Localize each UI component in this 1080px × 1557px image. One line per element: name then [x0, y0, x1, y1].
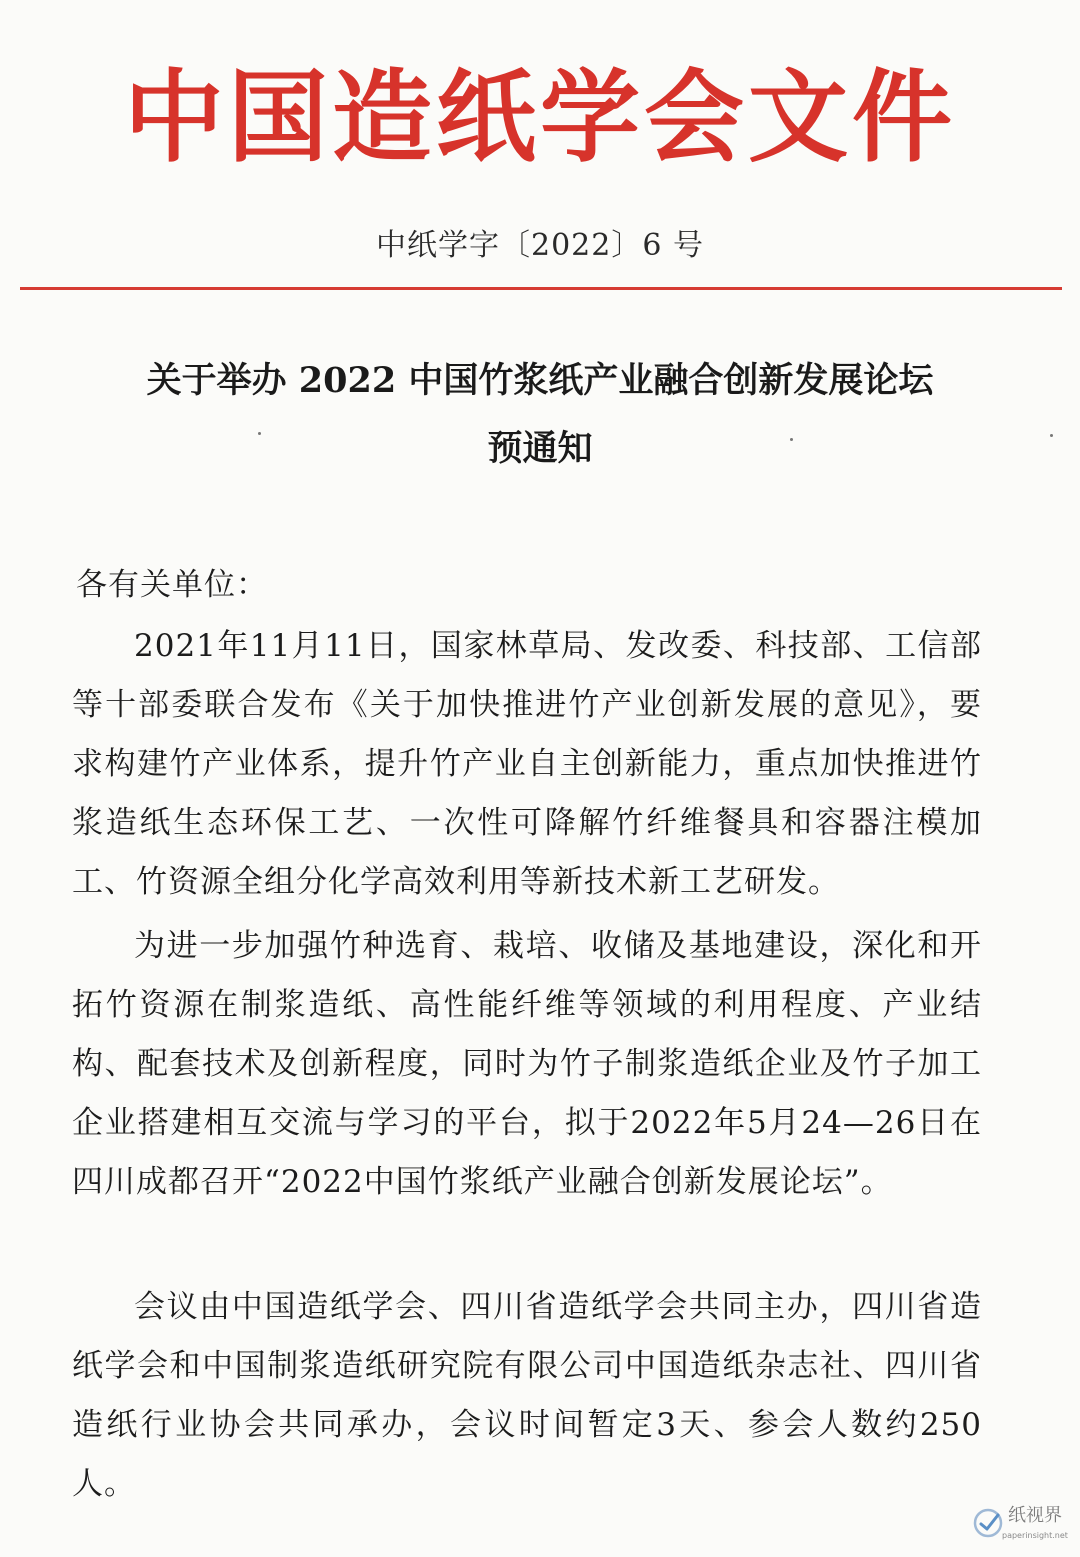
salutation: 各有关单位：	[76, 567, 268, 603]
body-paragraph: 为进一步加强竹种选育、栽培、收储及基地建设，深化和开拓竹资源在制浆造纸、高性能纤维等领域的利用程度、产业结构、配套技术及创新程度，同时为竹子制浆造纸企业及竹子加工企业搭建相互交流与学习的平台，拟于2022年5月24—26日在四川成都召开“2022中国竹浆纸产业融合创新发展论坛”。	[72, 928, 982, 1200]
watermark	[972, 1503, 1072, 1549]
red-divider-line	[20, 287, 1062, 290]
paperinsight-logo-icon	[972, 1507, 1004, 1539]
document-number: 中纸学字〔2022〕6 号	[376, 228, 704, 263]
notice-title-line2: 预通知	[487, 428, 593, 469]
document-masthead: 中国造纸学会文件	[124, 59, 956, 176]
body-paragraph: 2021年11月11日，国家林草局、发改委、科技部、工信部等十部委联合发布《关于加快推进竹产业创新发展的意见》，要求构建竹产业体系，提升竹产业自主创新能力，重点加快推进竹浆造纸生态环保工艺、一次性可降解竹纤维餐具和容器注模加工、竹资源全组分化学高效利用等新技术新工艺研发。	[72, 628, 982, 900]
scan-speck	[258, 432, 261, 435]
notice-title-line1: 关于举办 2022 中国竹浆纸产业融合创新发展论坛	[146, 360, 934, 401]
scan-speck	[790, 438, 793, 441]
scan-speck	[1050, 434, 1053, 437]
watermark-name: 纸视界	[1008, 1505, 1062, 1526]
watermark-url: paperinsight.net	[1002, 1531, 1068, 1540]
body-paragraph: 会议由中国造纸学会、四川省造纸学会共同主办，四川省造纸学会和中国制浆造纸研究院有限公司中国造纸杂志社、四川省造纸行业协会共同承办，会议时间暂定3天、参会人数约250人。	[72, 1289, 982, 1502]
